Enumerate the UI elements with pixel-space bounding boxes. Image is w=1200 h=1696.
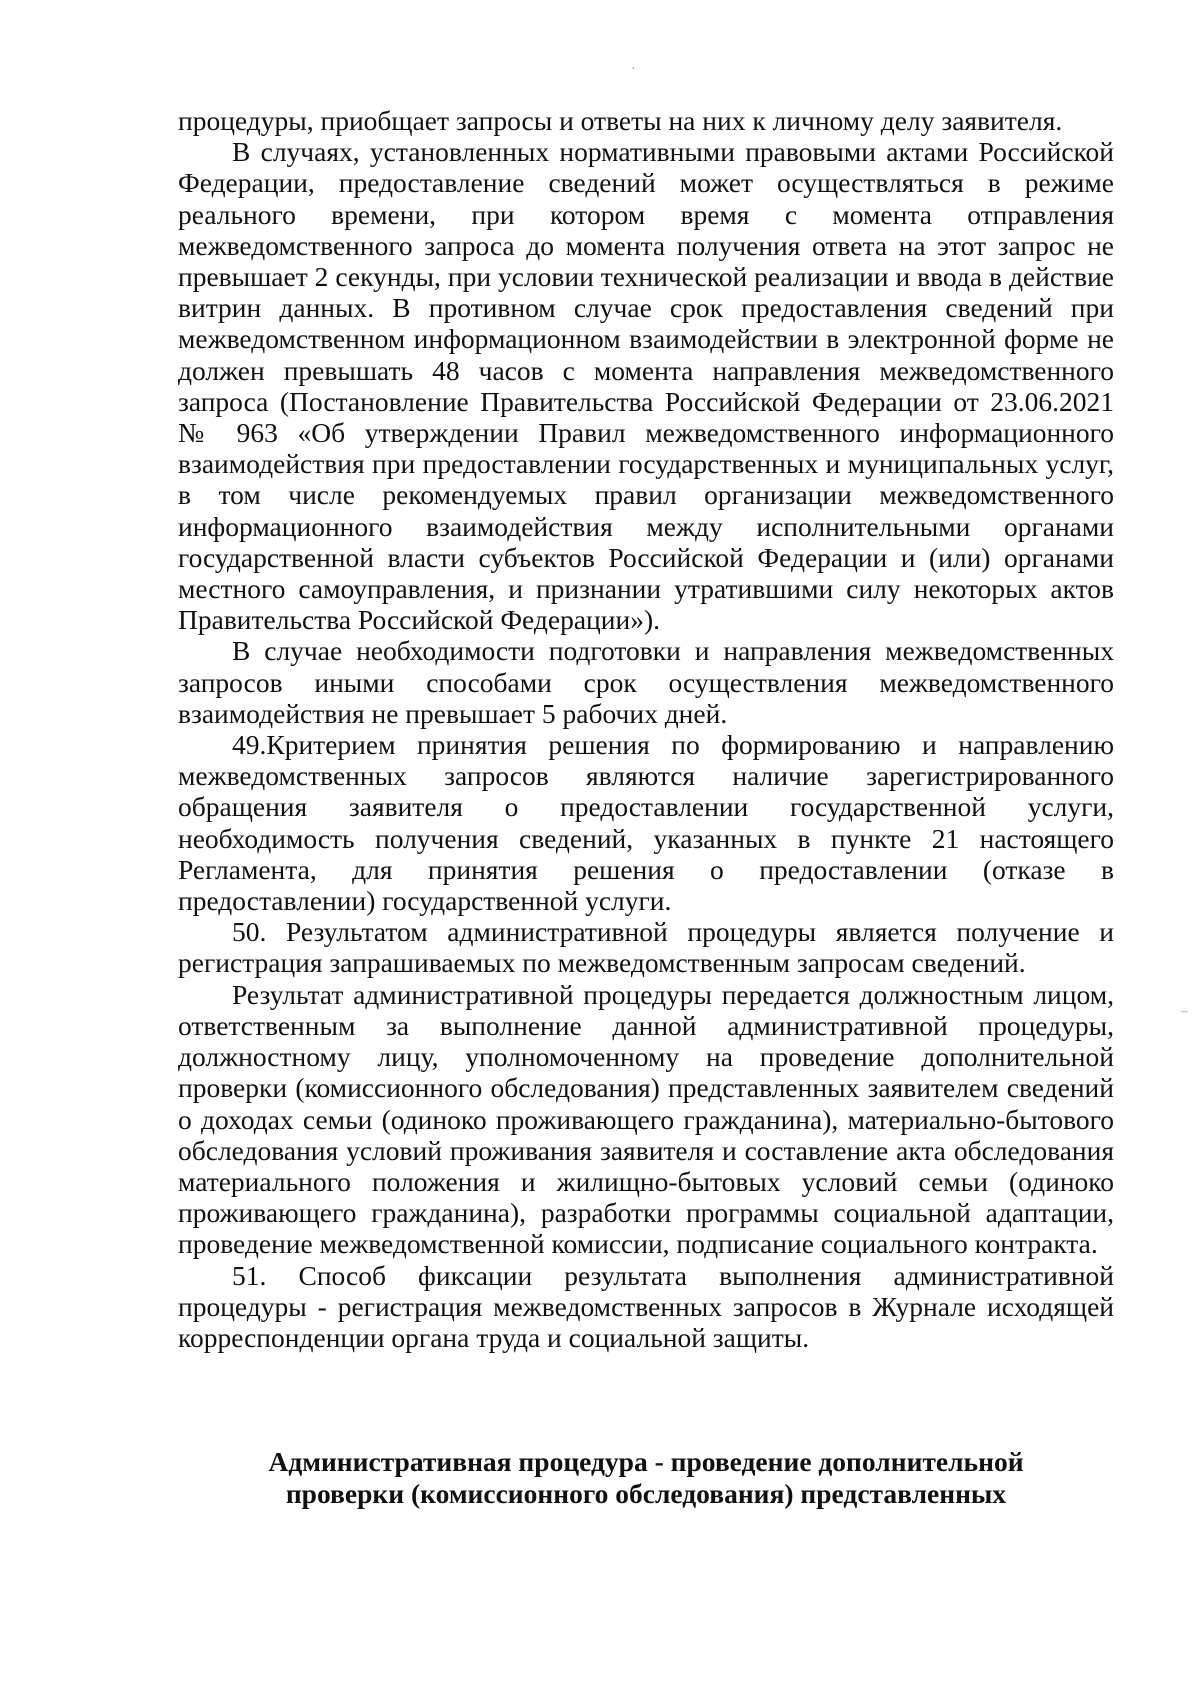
scan-artifact-dot: · [631,62,636,77]
section-heading-line-1: Административная процедура - проведение дополнительной [268,1446,1024,1477]
paragraph-real-time-info: В случаях, установленных нормативными правовыми актами Российской Федерации, предоставление сведений может осуществляться в режиме реального времени, при котором время с момента отправления межведомственного запроса до момента получения ответа на этот запрос не превышает 2 секунды, при условии технической реализации и ввода в действие витрин данных. В противном случае срок предоставления сведений при межведомственном информационном взаимодействии в электронной форме не должен превышать 48 часов с момента направления межведомственного запроса (Постановление Правительства Российской Федерации от 23.06.2021 № 963 «Об утверждении Правил межведомственного информационного взаимодействия при предоставлении государственных и муниципальных услуг, в том числе рекомендуемых правил организации межведомственного информационного взаимодействия между исполнительными органами государственной власти субъектов Российской Федерации и (или) органами местного самоуправления, и признании утратившими силу некоторых актов Правительства Российской Федерации»). [178,136,1114,636]
paragraph-49-criterion: 49.Критерием принятия решения по формированию и направлению межведомственных запросов являются наличие зарегистрированного обращения заявителя о предоставлении государственной услуги, необходимость получения сведений, указанных в пункте 21 настоящего Регламента, для принятия решения о предоставлении (отказе в предоставлении) государственной услуги. [178,729,1114,917]
paragraph-continuation: процедуры, приобщает запросы и ответы на них к личному делу заявителя. [178,105,1063,136]
section-heading [178,1446,1114,1510]
paragraph-other-methods: В случае необходимости подготовки и направления межведомственных запросов иными способами срок осуществления межведомственного взаимодействия не превышает 5 рабочих дней. [178,635,1114,729]
section-heading-line-2: проверки (комиссионного обследования) представленных [285,1478,1007,1509]
paragraph-51-fixation: 51. Способ фиксации результата выполнения административной процедуры - регистрация межведомственных запросов в Журнале исходящей корреспонденции органа труда и социальной защиты. [178,1259,1114,1353]
paragraph-result-transfer: Результат административной процедуры передается должностным лицом, ответственным за выполнение данной административной процедуры, должностному лицу, уполномоченному на проведение дополнительной проверки (комиссионного обследования) представленных заявителем сведений о доходах семьи (одиноко проживающего гражданина), материально-бытового обследования условий проживания заявителя и составление акта обследования материального положения и жилищно-бытовых условий семьи (одиноко проживающего гражданина), разработки программы социальной адаптации, проведение межведомственной комиссии, подписание социального контракта. [178,978,1114,1260]
body-text [178,105,1114,1353]
scan-artifact-dash: – [1181,1004,1188,1019]
paragraph-50-result: 50. Результатом административной процедуры является получение и регистрация запрашиваемых по межведомственным запросам сведений. [178,916,1114,979]
